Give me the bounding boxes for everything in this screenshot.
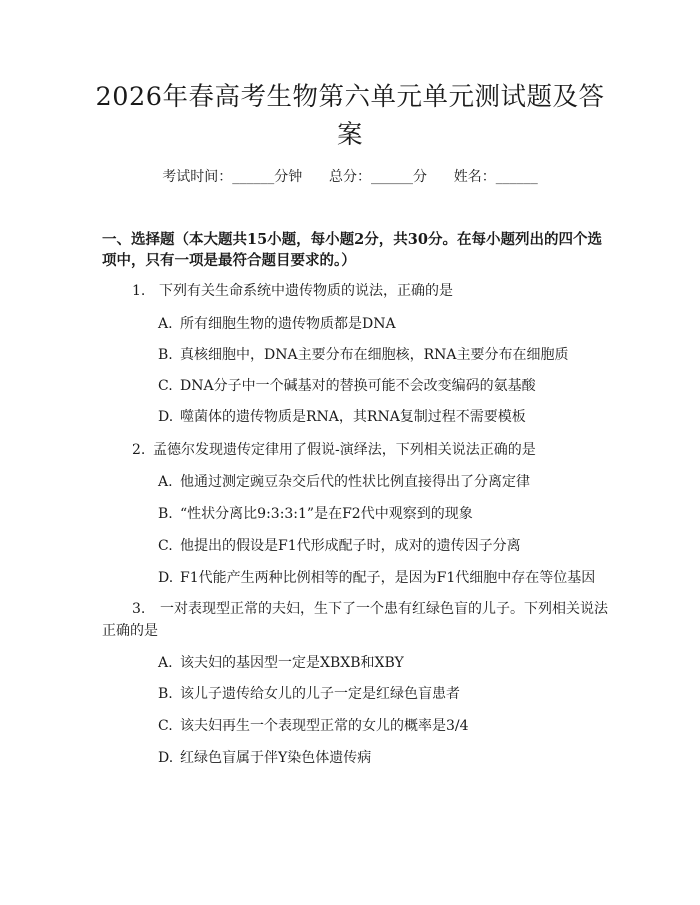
- option-text: “性状分离比9:3:3:1”是在F2代中观察到的现象: [180, 506, 473, 522]
- question-number: 2.: [132, 442, 146, 458]
- question-text: 下列有关生命系统中遗传物质的说法，正确的是: [159, 283, 453, 299]
- question-1-option-a: [158, 314, 396, 334]
- question-2-option-b: [158, 504, 473, 524]
- option-letter: D.: [158, 570, 174, 586]
- question-1-option-b: [158, 345, 569, 365]
- option-letter: C.: [158, 718, 173, 734]
- question-text: 孟德尔发现遗传定律用了假说-演绎法，下列相关说法正确的是: [153, 442, 536, 458]
- option-letter: B.: [158, 686, 173, 702]
- option-text: F1代能产生两种比例相等的配子，是因为F1代细胞中存在等位基因: [180, 570, 596, 586]
- question-3-option-b: [158, 684, 460, 704]
- question-1-stem: [132, 281, 453, 301]
- option-letter: D.: [158, 750, 174, 766]
- question-1-option-c: [158, 376, 536, 396]
- option-letter: C.: [158, 378, 173, 394]
- question-3-option-a: [158, 653, 404, 673]
- question-3-option-c: [158, 716, 469, 736]
- question-2-option-a: [158, 472, 530, 492]
- question-3-stem: [132, 599, 608, 619]
- option-text: 噬菌体的遗传物质是RNA，其RNA复制过程不需要模板: [180, 409, 526, 425]
- question-3-stem-continued: 正确的是: [102, 623, 158, 639]
- option-letter: B.: [158, 347, 173, 363]
- option-letter: C.: [158, 538, 173, 554]
- option-text: 该夫妇的基因型一定是XBXB和XBY: [180, 655, 404, 671]
- document-title-line-2: 案: [336, 120, 363, 150]
- question-1-option-d: [158, 407, 526, 427]
- option-letter: D.: [158, 409, 174, 425]
- option-letter: B.: [158, 506, 173, 522]
- option-text: 该儿子遗传给女儿的儿子一定是红绿色盲患者: [180, 686, 460, 702]
- question-2-stem: [132, 440, 536, 460]
- option-text: 真核细胞中，DNA主要分布在细胞核，RNA主要分布在细胞质: [180, 347, 569, 363]
- question-2-option-d: [158, 568, 595, 588]
- option-letter: A.: [158, 316, 173, 332]
- question-number: 3.: [132, 601, 146, 617]
- option-letter: A.: [158, 474, 173, 490]
- option-letter: A.: [158, 655, 173, 671]
- option-text: 所有细胞生物的遗传物质都是DNA: [180, 316, 396, 332]
- document-title-line-1: 2026年春高考生物第六单元单元测试题及答: [95, 82, 605, 112]
- question-number: 1.: [132, 283, 146, 299]
- question-2-option-c: [158, 536, 521, 556]
- option-text: 他提出的假设是F1代形成配子时，成对的遗传因子分离: [180, 538, 521, 554]
- question-text: 一对表现型正常的夫妇，生下了一个患有红绿色盲的儿子。下列相关说法: [160, 601, 608, 617]
- exam-info-line: 考试时间：______分钟 总分：______分 姓名：______: [162, 169, 538, 185]
- section-header-line-2: 项中，只有一项是最符合题目要求的。）: [102, 252, 356, 269]
- section-header-line-1: 一、选择题（本大题共15小题，每小题2分，共30分。在每小题列出的四个选: [102, 231, 602, 248]
- option-text: 红绿色盲属于伴Y染色体遗传病: [180, 750, 372, 766]
- option-text: DNA分子中一个碱基对的替换可能不会改变编码的氨基酸: [180, 378, 536, 394]
- question-3-option-d: [158, 748, 371, 768]
- option-text: 该夫妇再生一个表现型正常的女儿的概率是3/4: [180, 718, 469, 734]
- option-text: 他通过测定豌豆杂交后代的性状比例直接得出了分离定律: [180, 474, 530, 490]
